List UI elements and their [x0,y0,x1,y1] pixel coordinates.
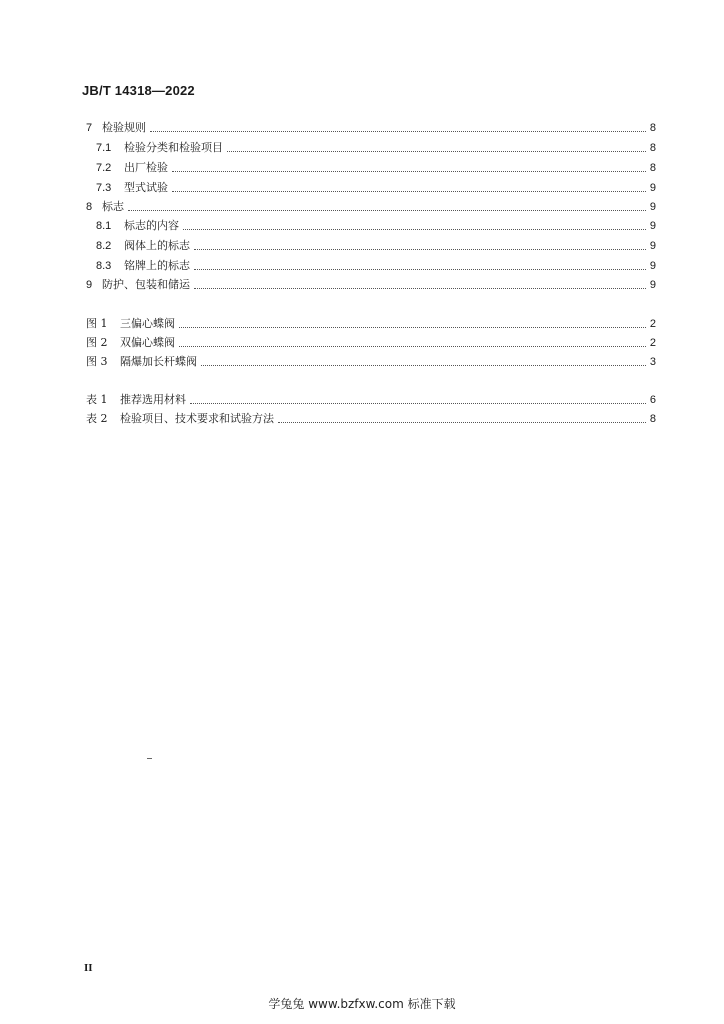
table-number: 表 1 [86,393,108,406]
table-entry-1[interactable] [86,389,656,407]
toc-entry-8-1[interactable] [96,215,656,233]
table-page: 8 [649,413,656,425]
dot-leader [194,249,646,250]
dot-leader [194,269,646,270]
toc-entry-label: 检验规则 [102,121,146,134]
figure-label: 三偏心蝶阀 [120,317,175,330]
toc-entry-page: 9 [649,201,656,213]
figure-label: 隔爆加长杆蝶阀 [120,355,197,368]
table-number: 表 2 [86,412,108,425]
toc-entry-page: 9 [649,279,656,291]
toc-entry-8-2[interactable] [96,235,656,253]
dot-leader [172,191,646,192]
watermark-footer: 学兔兔 www.bzfxw.com 标准下载 [268,997,456,1011]
toc-entry-number: 7.3 [96,182,112,194]
dot-leader [172,171,646,172]
figure-entry-2[interactable] [86,332,656,350]
figure-number: 图 1 [86,317,108,330]
toc-entry-label: 铭牌上的标志 [124,259,190,272]
dot-leader [190,403,646,404]
toc-entry-label: 阀体上的标志 [124,239,190,252]
toc-entry-page: 8 [649,162,656,174]
figure-page: 3 [649,356,656,368]
dot-leader [278,422,646,423]
toc-entry-7-2[interactable] [96,157,656,175]
table-label: 检验项目、技术要求和试验方法 [120,412,274,425]
toc-entry-number: 8.3 [96,260,112,272]
figure-page: 2 [649,337,656,349]
page-number: II [84,962,93,974]
toc-entry-8[interactable] [86,196,656,214]
dot-leader [201,365,646,366]
toc-entry-7-1[interactable] [96,137,656,155]
toc-entry-page: 9 [649,260,656,272]
toc-entry-7[interactable] [86,117,656,135]
toc-entry-number: 9 [86,279,93,291]
toc-entry-9[interactable] [86,274,656,292]
dot-leader [128,210,646,211]
toc-entry-8-3[interactable] [96,255,656,273]
dot-leader [194,288,646,289]
figure-label: 双偏心蝶阀 [120,336,175,349]
figure-entry-3[interactable] [86,351,656,369]
toc-entry-number: 8.2 [96,240,112,252]
toc-entry-label: 标志的内容 [124,219,179,232]
toc-entry-number: 7 [86,122,93,134]
figure-page: 2 [649,318,656,330]
toc-entry-page: 9 [649,240,656,252]
toc-entry-number: 7.1 [96,142,112,154]
toc-entry-label: 型式试验 [124,181,168,194]
toc-entry-label: 防护、包装和储运 [102,278,190,291]
toc-entry-page: 8 [649,142,656,154]
toc-entry-page: 9 [649,220,656,232]
dot-leader [227,151,646,152]
table-label: 推荐选用材料 [120,393,186,406]
toc-entry-number: 8.1 [96,220,112,232]
toc-entry-page: 8 [649,122,656,134]
document-code: JB/T 14318—2022 [82,83,195,98]
toc-entry-number: 7.2 [96,162,112,174]
figure-number: 图 2 [86,336,108,349]
toc-entry-number: 8 [86,201,93,213]
toc-entry-label: 检验分类和检验项目 [124,141,223,154]
dot-leader [150,131,646,132]
scan-speck [147,758,152,759]
figure-entry-1[interactable] [86,313,656,331]
toc-entry-label: 标志 [102,200,124,213]
toc-entry-page: 9 [649,182,656,194]
dot-leader [183,229,646,230]
toc-entry-7-3[interactable] [96,177,656,195]
toc-entry-label: 出厂检验 [124,161,168,174]
table-entry-2[interactable] [86,408,656,426]
dot-leader [179,346,646,347]
figure-number: 图 3 [86,355,108,368]
table-page: 6 [649,394,656,406]
dot-leader [179,327,646,328]
